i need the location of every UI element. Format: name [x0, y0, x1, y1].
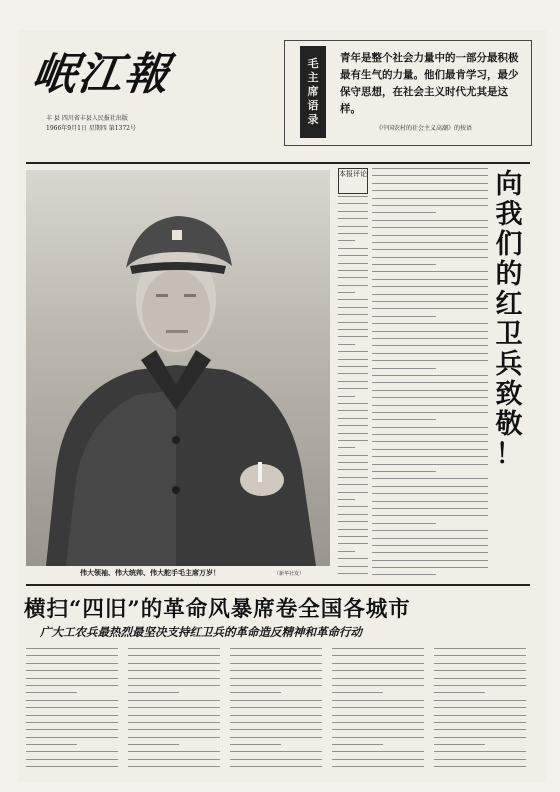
- quote-source: 《中国农村的社会主义高潮》的按语: [376, 125, 473, 132]
- header-divider: [26, 162, 530, 164]
- text-line: [230, 655, 322, 656]
- main-headline: 横扫“四旧”的革命风暴席卷全国各城市: [24, 597, 411, 622]
- text-line: [128, 648, 220, 649]
- text-line: [338, 477, 368, 478]
- text-line: [128, 655, 220, 656]
- quote-title-char: 语: [307, 99, 319, 112]
- text-line: [372, 427, 488, 428]
- text-line: [372, 279, 488, 280]
- headline-char: 的: [495, 259, 523, 290]
- text-line: [434, 744, 485, 745]
- text-line: [332, 655, 424, 656]
- quote-title-char: 录: [307, 113, 319, 126]
- text-line: [26, 744, 77, 745]
- text-line: [372, 486, 488, 487]
- text-line: [434, 692, 485, 693]
- text-line: [128, 729, 220, 730]
- headline-char: 致: [495, 379, 523, 410]
- text-line: [434, 715, 526, 716]
- text-line: [372, 205, 488, 206]
- headline-char: 我: [495, 199, 523, 230]
- text-line: [338, 499, 355, 500]
- text-line: [372, 405, 488, 406]
- text-line: [332, 663, 424, 664]
- text-line: [26, 685, 118, 686]
- text-line: [372, 175, 488, 176]
- quote-title-char: 席: [307, 85, 319, 98]
- text-line: [372, 308, 488, 309]
- text-line: [338, 255, 368, 256]
- text-line: [26, 655, 118, 656]
- text-line: [128, 737, 220, 738]
- text-line: [26, 700, 118, 701]
- text-line: [372, 456, 488, 457]
- text-line: [338, 403, 368, 404]
- text-line: [372, 441, 488, 442]
- text-line: [338, 277, 368, 278]
- text-line: [372, 368, 436, 369]
- text-line: [372, 190, 488, 191]
- text-line: [230, 685, 322, 686]
- text-line: [332, 678, 424, 679]
- headline-char: 们: [495, 229, 523, 260]
- text-line: [332, 707, 424, 708]
- text-line: [338, 462, 368, 463]
- pubinfo-line1: 丰 县 四川省丰县人民报社出版: [46, 115, 128, 122]
- text-line: [128, 670, 220, 671]
- text-line: [372, 493, 488, 494]
- text-line: [332, 692, 383, 693]
- text-line: [338, 543, 368, 544]
- portrait-figure: [26, 170, 330, 566]
- text-line: [338, 336, 368, 337]
- text-line: [338, 573, 368, 574]
- text-line: [338, 285, 368, 286]
- text-line: [338, 425, 368, 426]
- text-line: [338, 455, 368, 456]
- text-line: [332, 648, 424, 649]
- text-line: [230, 759, 322, 760]
- text-line: [434, 655, 526, 656]
- text-line: [372, 198, 488, 199]
- text-line: [372, 397, 488, 398]
- text-line: [372, 515, 488, 516]
- text-line: [26, 722, 118, 723]
- text-line: [434, 670, 526, 671]
- text-line: [128, 692, 179, 693]
- text-line: [338, 322, 368, 323]
- text-line: [434, 685, 526, 686]
- text-line: [434, 678, 526, 679]
- text-line: [26, 663, 118, 664]
- section-divider: [26, 584, 530, 586]
- text-line: [230, 648, 322, 649]
- text-line: [338, 558, 368, 559]
- text-line: [372, 249, 488, 250]
- text-line: [434, 707, 526, 708]
- article-body-text: [372, 168, 488, 582]
- quote-box-title: [300, 46, 326, 138]
- body-column: [230, 648, 322, 774]
- text-line: [26, 751, 118, 752]
- text-line: [338, 396, 355, 397]
- text-line: [230, 678, 322, 679]
- text-line: [372, 419, 436, 420]
- text-line: [128, 715, 220, 716]
- text-line: [338, 388, 368, 389]
- text-line: [372, 323, 488, 324]
- text-line: [230, 722, 322, 723]
- text-line: [338, 492, 368, 493]
- text-line: [338, 263, 368, 264]
- text-line: [434, 722, 526, 723]
- text-line: [128, 722, 220, 723]
- text-line: [338, 248, 368, 249]
- text-line: [372, 567, 488, 568]
- text-line: [230, 715, 322, 716]
- article-tag: 本报评论: [338, 168, 368, 194]
- text-line: [372, 390, 488, 391]
- text-line: [338, 196, 368, 197]
- text-line: [128, 751, 220, 752]
- text-line: [26, 759, 118, 760]
- text-line: [338, 521, 368, 522]
- text-line: [338, 529, 368, 530]
- text-line: [372, 508, 488, 509]
- text-line: [332, 766, 424, 767]
- main-subheadline: 广大工农兵最热烈最坚决支持红卫兵的革命造反精神和革命行动: [40, 625, 362, 639]
- text-line: [434, 663, 526, 664]
- text-line: [372, 345, 488, 346]
- text-line: [338, 329, 368, 330]
- text-line: [372, 538, 488, 539]
- text-line: [338, 440, 368, 441]
- headline-char: 敬: [495, 409, 523, 440]
- article-headline-vertical: [492, 170, 526, 470]
- text-line: [128, 700, 220, 701]
- text-line: [128, 707, 220, 708]
- text-line: [332, 751, 424, 752]
- text-line: [372, 168, 488, 169]
- text-line: [372, 212, 436, 213]
- quote-title-char: 毛: [307, 57, 319, 70]
- text-line: [26, 729, 118, 730]
- text-line: [372, 471, 436, 472]
- text-line: [338, 373, 368, 374]
- text-line: [434, 737, 526, 738]
- main-article-body: [26, 648, 530, 774]
- text-line: [372, 353, 488, 354]
- text-line: [372, 478, 488, 479]
- text-line: [372, 375, 488, 376]
- text-line: [332, 729, 424, 730]
- text-line: [338, 344, 355, 345]
- text-line: [338, 514, 368, 515]
- text-line: [338, 351, 368, 352]
- text-line: [338, 203, 368, 204]
- pubinfo-line2: 1966年9月1日 星期四 第1372号: [46, 125, 136, 132]
- text-line: [372, 464, 488, 465]
- headline-char: ！: [495, 439, 523, 470]
- text-line: [338, 433, 368, 434]
- text-line: [372, 227, 488, 228]
- body-column: [128, 648, 220, 774]
- text-line: [338, 307, 368, 308]
- publication-info: [46, 114, 266, 134]
- text-line: [338, 211, 368, 212]
- text-line: [372, 501, 488, 502]
- text-line: [230, 670, 322, 671]
- text-line: [338, 410, 368, 411]
- text-line: [230, 766, 322, 767]
- text-line: [128, 759, 220, 760]
- text-line: [332, 700, 424, 701]
- headline-char: 红: [495, 289, 523, 320]
- text-line: [338, 218, 368, 219]
- text-line: [128, 678, 220, 679]
- text-line: [434, 648, 526, 649]
- headline-char: 向: [495, 169, 523, 200]
- body-column: [434, 648, 526, 774]
- text-line: [434, 729, 526, 730]
- text-line: [332, 685, 424, 686]
- text-line: [372, 294, 488, 295]
- text-line: [434, 700, 526, 701]
- text-line: [26, 670, 118, 671]
- text-line: [26, 678, 118, 679]
- text-line: [128, 663, 220, 664]
- text-line: [372, 264, 436, 265]
- text-line: [338, 447, 355, 448]
- text-line: [26, 648, 118, 649]
- text-line: [372, 301, 488, 302]
- text-line: [338, 381, 368, 382]
- text-line: [26, 707, 118, 708]
- text-line: [230, 700, 322, 701]
- text-line: [338, 506, 368, 507]
- text-line: [372, 523, 436, 524]
- text-line: [332, 670, 424, 671]
- text-line: [230, 729, 322, 730]
- text-line: [372, 545, 488, 546]
- text-line: [230, 692, 281, 693]
- text-line: [332, 722, 424, 723]
- text-line: [26, 737, 118, 738]
- headline-char: 卫: [495, 319, 523, 350]
- photo-credit: （新华社发）: [274, 571, 305, 577]
- text-line: [230, 737, 322, 738]
- text-line: [338, 233, 368, 234]
- text-line: [372, 434, 488, 435]
- text-line: [372, 220, 488, 221]
- text-line: [372, 382, 488, 383]
- text-line: [338, 566, 368, 567]
- text-line: [338, 418, 368, 419]
- quote-text: 青年是整个社会力量中的一部分最积极最有生气的力量。他们最肯学习，最少保守思想，在社会主义时代尤其是这样。: [340, 52, 519, 115]
- text-line: [26, 692, 77, 693]
- text-line: [372, 552, 488, 553]
- text-line: [434, 766, 526, 767]
- text-line: [230, 744, 281, 745]
- text-line: [338, 292, 355, 293]
- text-line: [230, 663, 322, 664]
- text-line: [372, 235, 488, 236]
- article-body-text-left: [338, 196, 368, 582]
- text-line: [338, 536, 368, 537]
- text-line: [128, 744, 179, 745]
- text-line: [332, 759, 424, 760]
- text-line: [372, 331, 488, 332]
- text-line: [372, 560, 488, 561]
- text-line: [372, 286, 488, 287]
- body-column: [26, 648, 118, 774]
- quote-title-char: 主: [307, 71, 319, 84]
- text-line: [372, 183, 488, 184]
- text-line: [338, 226, 368, 227]
- text-line: [372, 574, 436, 575]
- text-line: [230, 707, 322, 708]
- text-line: [332, 744, 383, 745]
- text-line: [338, 484, 368, 485]
- text-line: [338, 469, 368, 470]
- text-line: [338, 359, 368, 360]
- photo-caption: 伟大领袖、伟大统帅、伟大舵手毛主席万岁！: [80, 568, 220, 577]
- text-line: [332, 715, 424, 716]
- text-line: [338, 366, 368, 367]
- text-line: [434, 751, 526, 752]
- body-column: [332, 648, 424, 774]
- text-line: [128, 766, 220, 767]
- text-line: [372, 449, 488, 450]
- text-line: [338, 551, 355, 552]
- text-line: [338, 270, 368, 271]
- text-line: [338, 314, 368, 315]
- headline-char: 兵: [495, 349, 523, 380]
- text-line: [128, 685, 220, 686]
- text-line: [372, 412, 488, 413]
- text-line: [372, 271, 488, 272]
- text-line: [372, 242, 488, 243]
- text-line: [372, 338, 488, 339]
- text-line: [26, 766, 118, 767]
- masthead-title: 岷江報: [28, 49, 175, 100]
- text-line: [332, 737, 424, 738]
- text-line: [372, 360, 488, 361]
- text-line: [372, 530, 488, 531]
- text-line: [26, 715, 118, 716]
- text-line: [434, 759, 526, 760]
- text-line: [338, 240, 355, 241]
- text-line: [372, 257, 488, 258]
- text-line: [372, 316, 436, 317]
- text-line: [338, 299, 368, 300]
- portrait-photo: [26, 170, 330, 566]
- text-line: [230, 751, 322, 752]
